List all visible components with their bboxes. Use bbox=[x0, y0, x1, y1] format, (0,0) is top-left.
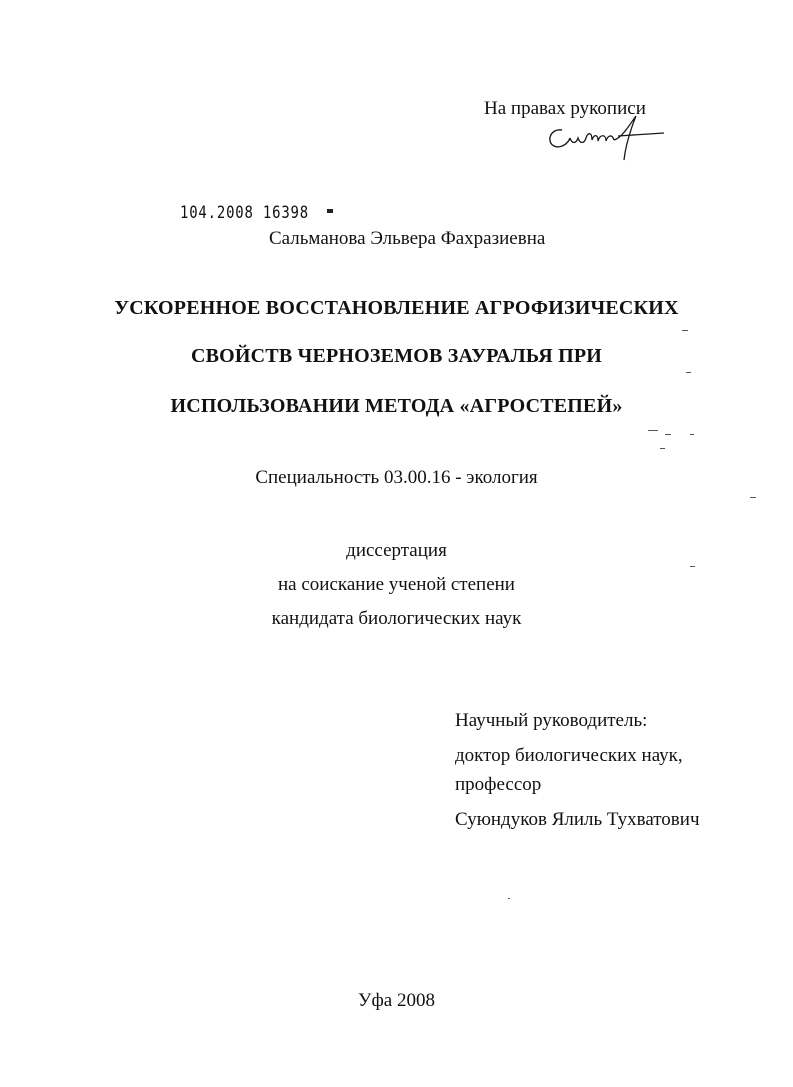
author-name: Сальманова Эльвера Фахразиевна bbox=[269, 228, 546, 249]
scan-speck bbox=[686, 372, 691, 373]
scan-speck bbox=[508, 898, 510, 899]
scan-speck bbox=[690, 566, 695, 567]
degree-line-3: кандидата биологических наук bbox=[271, 608, 522, 629]
degree-line-1: диссертация bbox=[346, 540, 447, 561]
degree-line-2: на соискание ученой степени bbox=[278, 574, 515, 595]
scan-speck bbox=[750, 497, 756, 498]
supervisor-title: профессор bbox=[455, 774, 542, 795]
title-line-3: ИСПОЛЬЗОВАНИИ МЕТОДА «АГРОСТЕПЕЙ» bbox=[170, 395, 623, 417]
supervisor-label: Научный руководитель: bbox=[455, 710, 648, 731]
specialty: Специальность 03.00.16 - экология bbox=[255, 467, 538, 488]
title-line-1: УСКОРЕННОЕ ВОССТАНОВЛЕНИЕ АГРОФИЗИЧЕСКИХ bbox=[114, 297, 679, 319]
supervisor-rank: доктор биологических наук, bbox=[455, 745, 683, 766]
handwritten-signature bbox=[540, 108, 670, 166]
scan-speck bbox=[690, 434, 694, 435]
scan-speck bbox=[682, 330, 688, 331]
rights-note: На правах рукописи bbox=[484, 98, 646, 119]
archive-mark bbox=[327, 209, 333, 213]
archive-code: 104.2008 16398 bbox=[180, 203, 309, 223]
scan-speck bbox=[660, 448, 665, 449]
scan-speck bbox=[648, 430, 658, 431]
title-line-2: СВОЙСТВ ЧЕРНОЗЕМОВ ЗАУРАЛЬЯ ПРИ bbox=[190, 345, 603, 367]
scan-speck bbox=[665, 434, 671, 435]
city-year: Уфа 2008 bbox=[358, 990, 435, 1011]
supervisor-name: Суюндуков Ялиль Тухватович bbox=[455, 809, 700, 830]
